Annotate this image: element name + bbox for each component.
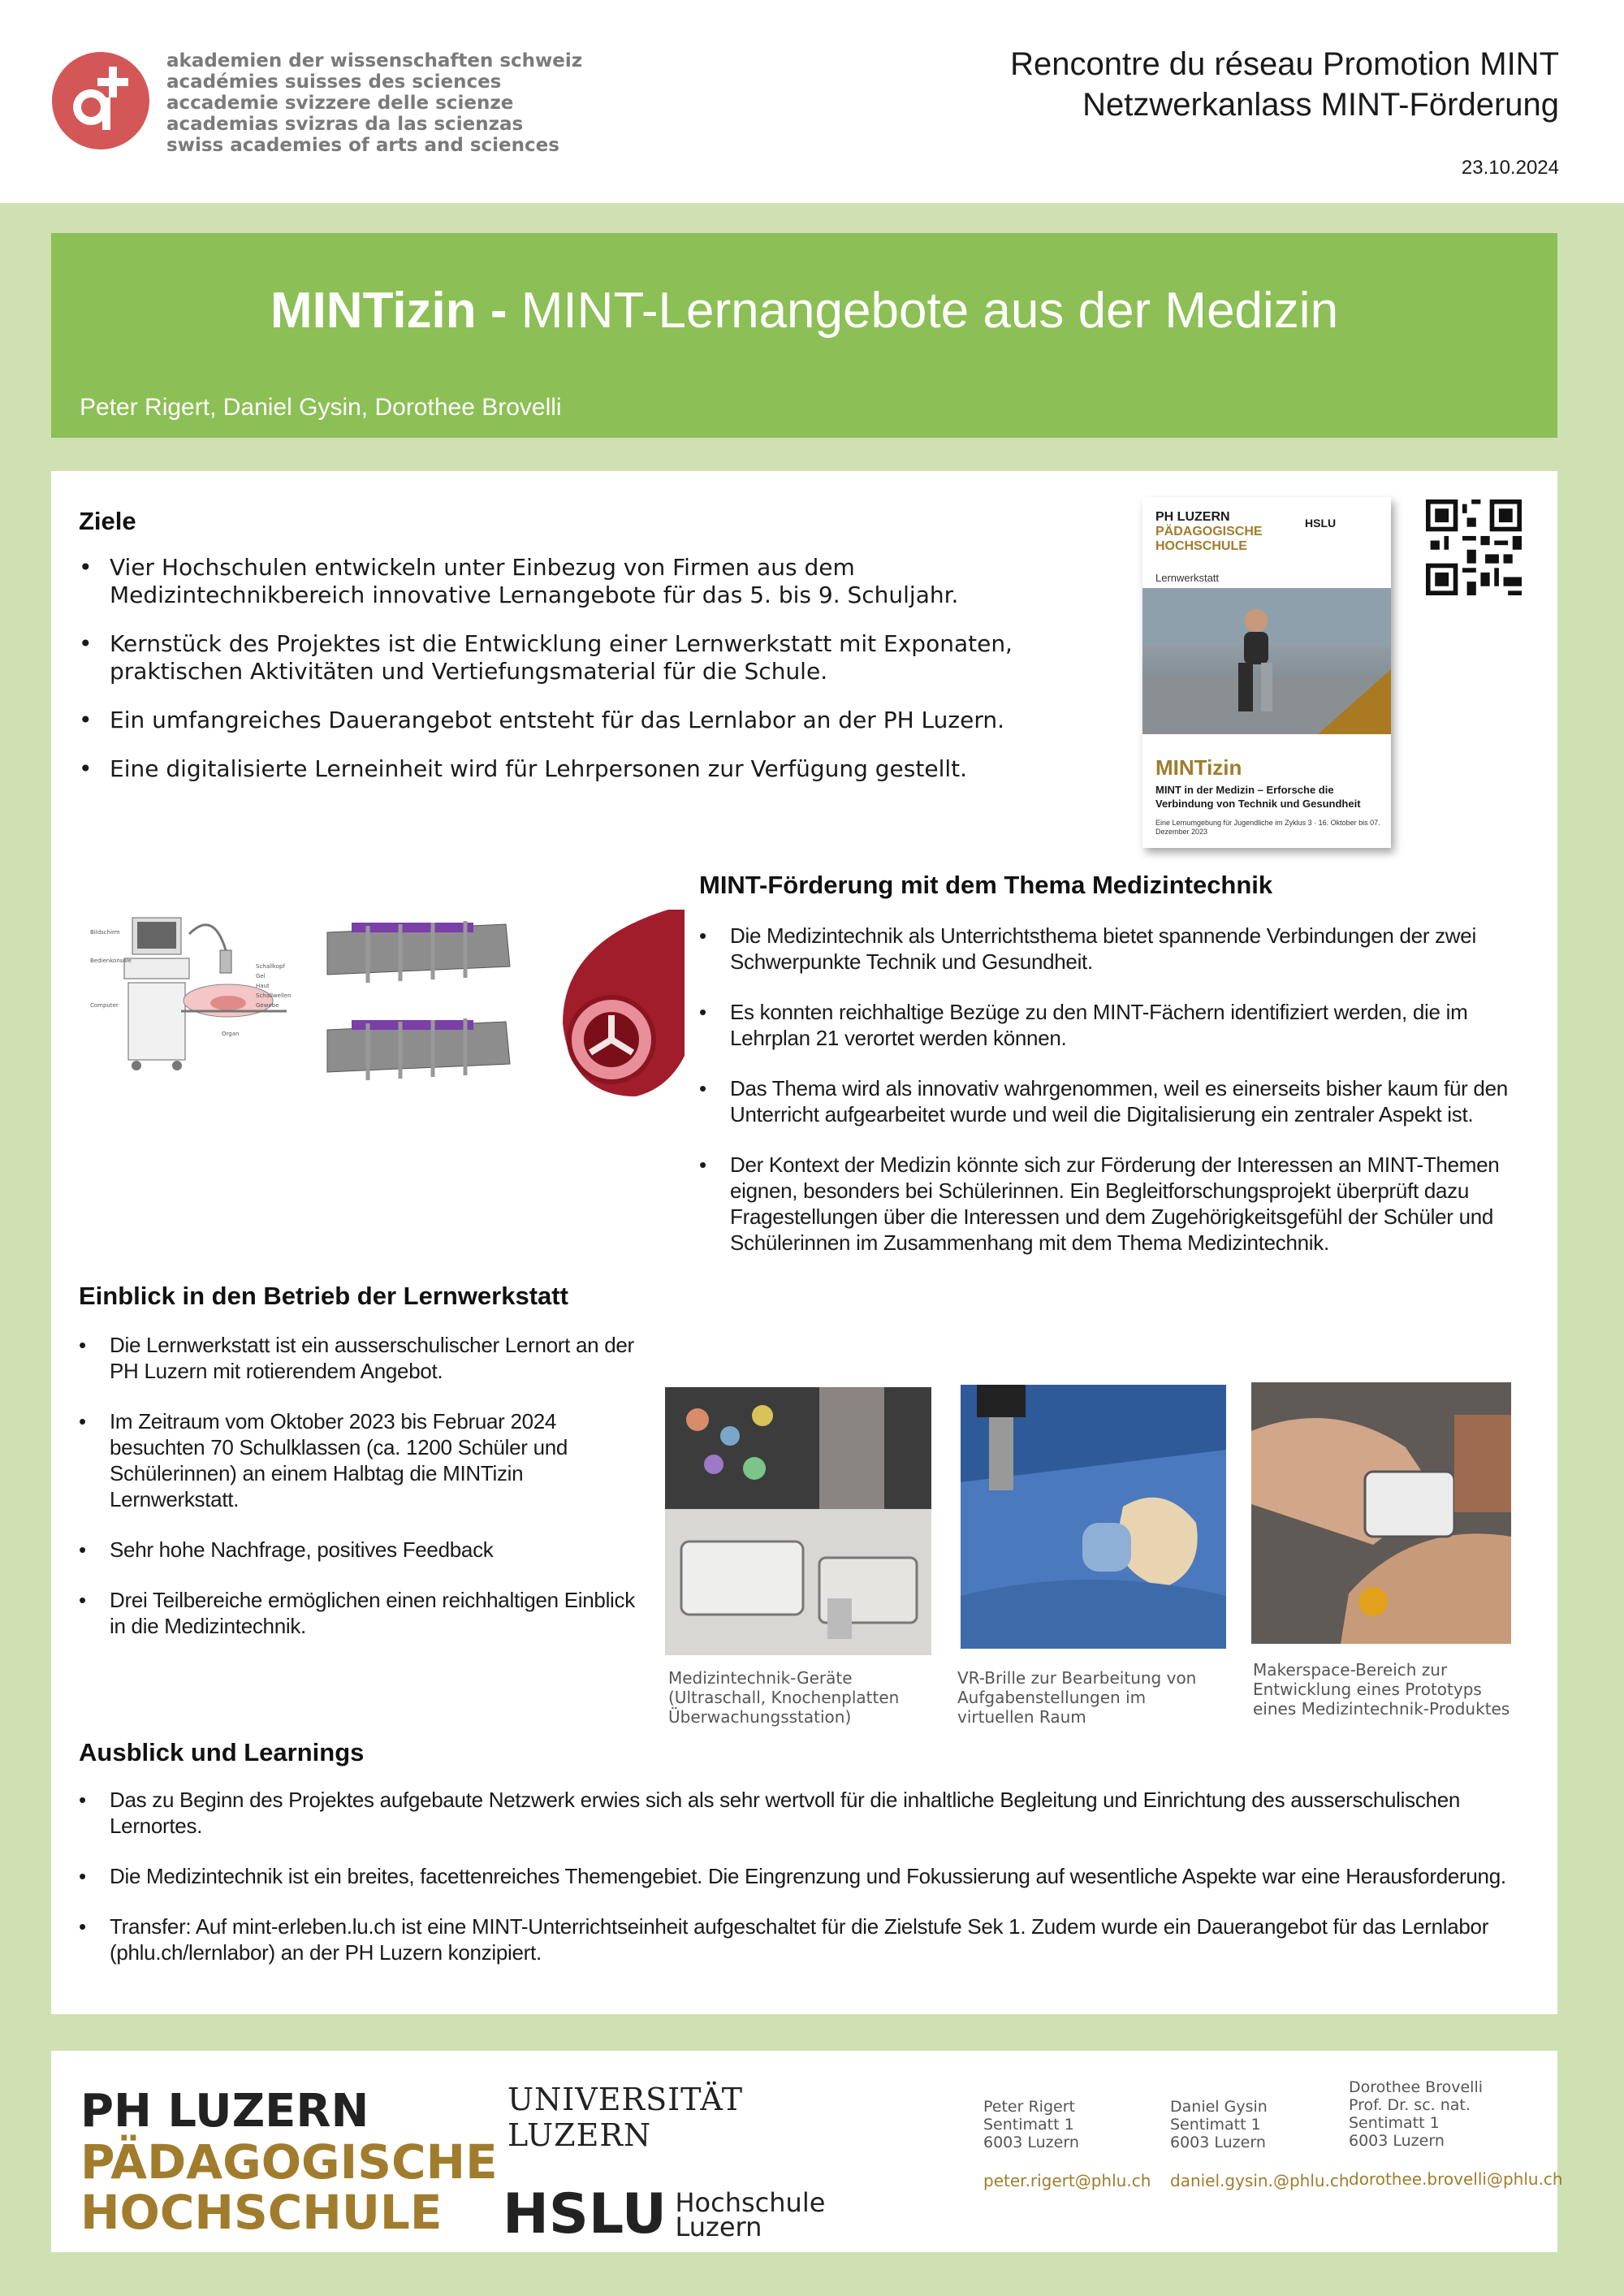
- list-item: • Das Thema wird als innovativ wahrgenommen, weil es einerseits bisher kaum für den Unterricht aufgearbeitet wurde und weil die Digitalisierung ein zentraler Aspekt ist.: [699, 1075, 1519, 1127]
- list-item: • Ein umfangreiches Dauerangebot entsteht für das Lernlabor an der PH Luzern.: [79, 707, 1037, 734]
- event-date: 23.10.2024: [1461, 157, 1559, 179]
- title-banner: [51, 233, 1557, 438]
- photo-medical-devices: [665, 1387, 931, 1655]
- email-link[interactable]: dorothee.brovelli@phlu.ch: [1349, 2169, 1563, 2189]
- blood-vessel-diagram: [563, 910, 685, 1096]
- list-item: • Sehr hohe Nachfrage, positives Feedback: [79, 1537, 639, 1563]
- diagram-label: Organ: [222, 1031, 240, 1037]
- qr-code-icon: [1426, 499, 1522, 595]
- diagram-label: Schallwellen: [256, 992, 292, 999]
- medical-illustrations: [84, 910, 685, 1096]
- list-item: • Im Zeitraum vom Oktober 2023 bis Februar 2024 besuchten 70 Schulklassen (ca. 1200 Schüler und Schülerinnen) an einem Halbtag die MINTizin Lernwerkstatt.: [79, 1408, 639, 1512]
- list-item: • Eine digitalisierte Lerneinheit wird für Lehrpersonen zur Verfügung gestellt.: [79, 755, 1037, 783]
- org-names: akademien der wissenschaften schweiz académies suisses des sciences accademie svizzere delle scienze academias svizras da las scienzas swiss academies of arts and sciences: [166, 50, 583, 156]
- ph-luzern-logo: PH LUZERN PÄDAGOGISCHE HOCHSCHULE: [80, 2085, 498, 2240]
- diagram-label: Bildschirm: [90, 929, 120, 936]
- footer: [51, 2051, 1563, 2252]
- diagram-label: Gel: [256, 973, 266, 979]
- contact-gysin: Daniel Gysin Sentimatt 1 6003 Luzern: [1170, 2098, 1268, 2151]
- event-title: Rencontre du réseau Promotion MINT Netzwerkanlass MINT-Förderung: [1010, 46, 1559, 123]
- einblick-list: [79, 1332, 639, 1639]
- list-item: • Kernstück des Projektes ist die Entwicklung einer Lernwerkstatt mit Exponaten, praktischen Aktivitäten und Vertiefungsmaterial für die Schule.: [79, 630, 1037, 685]
- photo-caption: Medizintechnik-Geräte (Ultraschall, Knochenplatten Überwachungsstation): [668, 1668, 900, 1727]
- list-item: • Die Medizintechnik als Unterrichtsthema bietet spannende Verbindungen der zwei Schwerpunkte Technik und Gesundheit.: [699, 923, 1519, 975]
- photo-caption: Makerspace-Bereich zur Entwicklung eines Prototyps eines Medizintechnik-Produktes: [1253, 1660, 1510, 1719]
- hslu-logo: HSLU Hochschule Luzern: [503, 2182, 826, 2246]
- main-content: [51, 471, 1557, 2014]
- contact-brovelli: Dorothee Brovelli Prof. Dr. sc. nat. Sentimatt 1 6003 Luzern: [1349, 2078, 1484, 2150]
- section-ausblick: [79, 1738, 1540, 1990]
- list-item: • Es konnten reichhaltige Bezüge zu den MINT-Fächern identifiziert werden, die im Lehrplan 21 verortet werden können.: [699, 999, 1519, 1051]
- contact-rigert: Peter Rigert Sentimatt 1 6003 Luzern: [983, 2098, 1079, 2151]
- list-item: • Drei Teilbereiche ermöglichen einen reichhaltigen Einblick in die Medizintechnik.: [79, 1587, 639, 1639]
- email-link[interactable]: peter.rigert@phlu.ch: [983, 2171, 1151, 2190]
- photo-makerspace: [1251, 1382, 1511, 1644]
- list-item: • Transfer: Auf mint-erleben.lu.ch ist eine MINT-Unterrichtseinheit aufgeschaltet für die Zielstufe Sek 1. Zudem wurde ein Dauerangebot für das Lernlabor (phlu.ch/lernlabor) an der PH Luzern konzipiert.: [79, 1913, 1540, 1965]
- einblick-heading: Einblick in den Betrieb der Lernwerkstatt: [79, 1282, 568, 1310]
- ausblick-list: [79, 1787, 1540, 1965]
- list-item: • Vier Hochschulen entwickeln unter Einbezug von Firmen aus dem Medizintechnikbereich innovative Lernangebote für das 5. bis 9. Schuljahr.: [79, 554, 1037, 609]
- list-item: • Der Kontext der Medizin könnte sich zur Förderung der Interessen an MINT-Themen eignen, besonders bei Schülerinnen. Ein Begleitforschungsprojekt überprüft dazu Fragestellungen über die Interessen und dem Zugehörigkeitsgefühl der Schüler und Schülerinnen im Zusammenhang mit dem Thema Medizintechnik.: [699, 1152, 1519, 1256]
- uni-luzern-logo: UNIVERSITÄT LUZERN: [508, 2082, 744, 2153]
- ziele-list: [79, 554, 1037, 783]
- flyer-image: PH LUZERN PÄDAGOGISCHE HOCHSCHULE HSLU Lernwerkstatt MINTizin MINT in der Medizin – Erforsche die Verbindung von Technik und Gesundheit Eine Lernumgebung für Jugendliche im Zyklus 3 · 16. Oktober bis 07. Dezember 2023: [1142, 497, 1391, 848]
- ausblick-heading: Ausblick und Learnings: [79, 1738, 365, 1766]
- ultrasound-diagram: [90, 918, 292, 1070]
- diagram-label: Schallkopf: [256, 963, 285, 970]
- med-list: [699, 923, 1519, 1256]
- photo-caption: VR-Brille zur Bearbeitung von Aufgabenstellungen im virtuellen Raum: [957, 1668, 1197, 1727]
- photo-vr-glasses: [961, 1385, 1226, 1649]
- flyer-brand: PH LUZERN PÄDAGOGISCHE HOCHSCHULE: [1155, 510, 1263, 553]
- med-heading: MINT-Förderung mit dem Thema Medizintechnik: [699, 871, 1273, 899]
- academies-logo-icon: [50, 50, 152, 152]
- diagram-label: Gewebe: [256, 1002, 279, 1009]
- section-mint-foerderung: [699, 871, 1519, 1280]
- diagram-label: Bedienkonsole: [90, 958, 132, 964]
- diagram-label: Computer: [90, 1002, 119, 1009]
- list-item: • Das zu Beginn des Projektes aufgebaute Netzwerk erwies sich als sehr wertvoll für die inhaltliche Begleitung und Einrichtung des ausserschulischen Lernortes.: [79, 1787, 1540, 1839]
- list-item: • Die Lernwerkstatt ist ein ausserschulischer Lernort an der PH Luzern mit rotierendem Angebot.: [79, 1332, 639, 1384]
- authors: Peter Rigert, Daniel Gysin, Dorothee Brovelli: [80, 394, 562, 421]
- header: [0, 0, 1624, 203]
- diagram-label: Haut: [256, 983, 270, 989]
- section-einblick: [79, 1282, 639, 1663]
- bone-plate-diagram: [327, 921, 510, 1080]
- list-item: • Die Medizintechnik ist ein breites, facettenreiches Themengebiet. Die Eingrenzung und Fokussierung auf wesentliche Aspekte war eine Herausforderung.: [79, 1863, 1540, 1889]
- email-link[interactable]: daniel.gysin.@phlu.ch: [1170, 2171, 1350, 2190]
- poster-title: MINTizin - MINT-Lernangebote aus der Medizin: [270, 283, 1339, 339]
- section-ziele: [79, 507, 1037, 804]
- ziele-heading: Ziele: [79, 507, 136, 535]
